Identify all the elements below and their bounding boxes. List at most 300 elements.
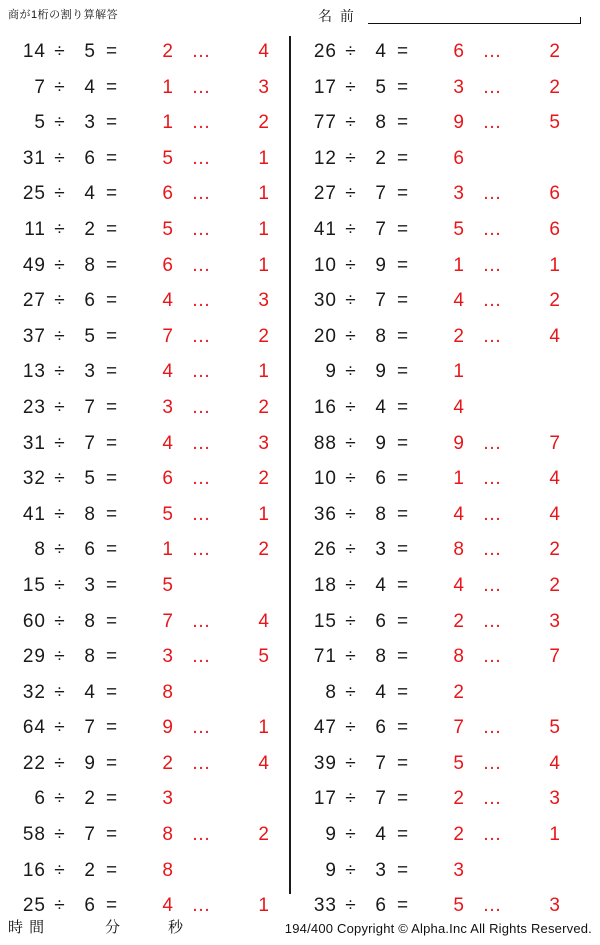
equals-icon: = bbox=[396, 183, 410, 205]
copyright-notice: 194/400 Copyright © Alpha.Inc All Rights Reserved. bbox=[284, 921, 592, 936]
name-label: 名 前 bbox=[318, 8, 356, 24]
remainder-dots-icon: … bbox=[191, 539, 211, 561]
dividend: 58 bbox=[22, 824, 46, 846]
dividend: 9 bbox=[325, 859, 337, 881]
equals-icon: = bbox=[396, 396, 410, 418]
quotient-answer: 8 bbox=[162, 859, 174, 881]
divide-icon: ÷ bbox=[54, 574, 66, 596]
divide-icon: ÷ bbox=[345, 112, 357, 134]
divide-icon: ÷ bbox=[345, 254, 357, 276]
dividend: 49 bbox=[22, 254, 46, 276]
equals-icon: = bbox=[105, 681, 119, 703]
dividend: 47 bbox=[313, 717, 337, 739]
remainder-answer: 1 bbox=[549, 824, 561, 846]
divisor: 7 bbox=[375, 218, 387, 240]
divisor: 5 bbox=[84, 468, 96, 490]
name-line-end-tick bbox=[580, 17, 581, 24]
quotient-answer: 5 bbox=[162, 503, 174, 525]
equals-icon: = bbox=[105, 539, 119, 561]
divisor: 6 bbox=[84, 147, 96, 169]
remainder-dots-icon: … bbox=[482, 610, 502, 632]
quotient-answer: 4 bbox=[453, 574, 465, 596]
problems-area bbox=[0, 34, 600, 917]
dividend: 27 bbox=[22, 290, 46, 312]
remainder-dots-icon: … bbox=[482, 290, 502, 312]
problem-row bbox=[0, 746, 289, 782]
remainder-answer: 7 bbox=[549, 646, 561, 668]
remainder-dots-icon: … bbox=[191, 503, 211, 525]
remainder-answer: 3 bbox=[549, 895, 561, 917]
equals-icon: = bbox=[396, 468, 410, 490]
divisor: 4 bbox=[375, 41, 387, 62]
quotient-answer: 2 bbox=[453, 325, 465, 347]
divide-icon: ÷ bbox=[54, 646, 66, 668]
divide-icon: ÷ bbox=[54, 112, 66, 134]
remainder-dots-icon: … bbox=[191, 824, 211, 846]
remainder-answer: 1 bbox=[258, 895, 270, 917]
problem-column-left bbox=[0, 34, 289, 917]
dividend: 14 bbox=[22, 41, 46, 62]
dividend: 30 bbox=[313, 290, 337, 312]
dividend: 11 bbox=[24, 218, 46, 240]
dividend: 23 bbox=[22, 396, 46, 418]
dividend: 15 bbox=[313, 610, 337, 632]
equals-icon: = bbox=[396, 290, 410, 312]
dividend: 10 bbox=[313, 254, 337, 276]
divide-icon: ÷ bbox=[345, 432, 357, 454]
remainder-dots-icon: … bbox=[482, 254, 502, 276]
equals-icon: = bbox=[396, 788, 410, 810]
equals-icon: = bbox=[105, 41, 119, 62]
remainder-dots-icon: … bbox=[191, 717, 211, 739]
divisor: 5 bbox=[84, 41, 96, 62]
remainder-answer: 4 bbox=[549, 503, 561, 525]
remainder-dots-icon: … bbox=[482, 432, 502, 454]
dividend: 13 bbox=[22, 361, 46, 383]
divide-icon: ÷ bbox=[345, 610, 357, 632]
remainder-dots-icon: … bbox=[482, 325, 502, 347]
dividend: 9 bbox=[325, 361, 337, 383]
divide-icon: ÷ bbox=[345, 468, 357, 490]
divide-icon: ÷ bbox=[54, 895, 66, 917]
divide-icon: ÷ bbox=[54, 325, 66, 347]
remainder-dots-icon: … bbox=[191, 646, 211, 668]
problem-row bbox=[0, 34, 289, 70]
remainder-dots-icon: … bbox=[482, 41, 502, 62]
equals-icon: = bbox=[105, 112, 119, 134]
problem-row bbox=[291, 34, 580, 70]
time-label: 時 間 bbox=[8, 919, 46, 936]
remainder-dots-icon: … bbox=[191, 361, 211, 383]
problem-row bbox=[0, 639, 289, 675]
quotient-answer: 4 bbox=[162, 361, 174, 383]
equals-icon: = bbox=[105, 824, 119, 846]
dividend: 29 bbox=[22, 646, 46, 668]
time-minutes-unit: 分 bbox=[105, 919, 121, 936]
equals-icon: = bbox=[396, 610, 410, 632]
quotient-answer: 3 bbox=[162, 396, 174, 418]
divisor: 8 bbox=[84, 254, 96, 276]
divisor: 2 bbox=[84, 859, 96, 881]
problem-row bbox=[291, 283, 580, 319]
dividend: 31 bbox=[22, 432, 46, 454]
remainder-answer: 7 bbox=[549, 432, 561, 454]
problem-row bbox=[0, 817, 289, 853]
problem-row bbox=[291, 70, 580, 106]
quotient-answer: 8 bbox=[453, 539, 465, 561]
divisor: 7 bbox=[375, 788, 387, 810]
quotient-answer: 4 bbox=[162, 895, 174, 917]
divisor: 2 bbox=[84, 788, 96, 810]
equals-icon: = bbox=[396, 76, 410, 98]
divisor: 4 bbox=[375, 396, 387, 418]
problem-row bbox=[291, 248, 580, 284]
equals-icon: = bbox=[396, 112, 410, 134]
divide-icon: ÷ bbox=[345, 183, 357, 205]
dividend: 64 bbox=[22, 717, 46, 739]
divide-icon: ÷ bbox=[345, 788, 357, 810]
problem-row bbox=[291, 497, 580, 533]
problem-row bbox=[0, 461, 289, 497]
remainder-dots-icon: … bbox=[191, 254, 211, 276]
divide-icon: ÷ bbox=[345, 681, 357, 703]
divide-icon: ÷ bbox=[345, 503, 357, 525]
remainder-answer: 1 bbox=[258, 717, 270, 739]
quotient-answer: 5 bbox=[453, 752, 465, 774]
quotient-answer: 6 bbox=[162, 254, 174, 276]
divisor: 8 bbox=[84, 503, 96, 525]
quotient-answer: 9 bbox=[162, 717, 174, 739]
remainder-dots-icon: … bbox=[482, 574, 502, 596]
remainder-answer: 4 bbox=[549, 325, 561, 347]
divisor: 7 bbox=[375, 183, 387, 205]
quotient-answer: 4 bbox=[453, 396, 465, 418]
divisor: 2 bbox=[84, 218, 96, 240]
dividend: 31 bbox=[22, 147, 46, 169]
remainder-answer: 3 bbox=[258, 290, 270, 312]
problem-row bbox=[291, 461, 580, 497]
divide-icon: ÷ bbox=[54, 859, 66, 881]
quotient-answer: 1 bbox=[453, 254, 465, 276]
quotient-answer: 5 bbox=[453, 218, 465, 240]
problem-row bbox=[0, 781, 289, 817]
remainder-answer: 1 bbox=[258, 183, 270, 205]
equals-icon: = bbox=[396, 717, 410, 739]
problem-row bbox=[291, 604, 580, 640]
divide-icon: ÷ bbox=[345, 574, 357, 596]
remainder-dots-icon: … bbox=[482, 539, 502, 561]
problem-row bbox=[291, 675, 580, 711]
remainder-answer: 4 bbox=[258, 752, 270, 774]
dividend: 32 bbox=[22, 468, 46, 490]
divide-icon: ÷ bbox=[345, 41, 357, 62]
remainder-answer: 3 bbox=[549, 610, 561, 632]
dividend: 18 bbox=[313, 574, 337, 596]
divide-icon: ÷ bbox=[54, 254, 66, 276]
divide-icon: ÷ bbox=[345, 76, 357, 98]
remainder-answer: 2 bbox=[549, 574, 561, 596]
remainder-dots-icon: … bbox=[191, 76, 211, 98]
divide-icon: ÷ bbox=[54, 610, 66, 632]
divisor: 3 bbox=[84, 361, 96, 383]
page-title: 商が1桁の割り算解答 bbox=[8, 9, 119, 21]
equals-icon: = bbox=[396, 539, 410, 561]
divide-icon: ÷ bbox=[54, 147, 66, 169]
divisor: 7 bbox=[375, 752, 387, 774]
divide-icon: ÷ bbox=[345, 895, 357, 917]
equals-icon: = bbox=[105, 432, 119, 454]
divide-icon: ÷ bbox=[345, 859, 357, 881]
divisor: 9 bbox=[84, 752, 96, 774]
divide-icon: ÷ bbox=[54, 290, 66, 312]
quotient-answer: 2 bbox=[453, 610, 465, 632]
remainder-dots-icon: … bbox=[191, 396, 211, 418]
dividend: 60 bbox=[22, 610, 46, 632]
dividend: 71 bbox=[313, 646, 337, 668]
remainder-answer: 1 bbox=[258, 503, 270, 525]
problem-row bbox=[0, 141, 289, 177]
quotient-answer: 3 bbox=[162, 788, 174, 810]
divide-icon: ÷ bbox=[345, 361, 357, 383]
quotient-answer: 4 bbox=[453, 503, 465, 525]
equals-icon: = bbox=[396, 218, 410, 240]
divisor: 3 bbox=[375, 859, 387, 881]
remainder-answer: 1 bbox=[258, 218, 270, 240]
quotient-answer: 3 bbox=[453, 859, 465, 881]
divisor: 9 bbox=[375, 361, 387, 383]
equals-icon: = bbox=[105, 147, 119, 169]
equals-icon: = bbox=[105, 646, 119, 668]
problem-row bbox=[291, 426, 580, 462]
divide-icon: ÷ bbox=[54, 432, 66, 454]
divisor: 8 bbox=[375, 503, 387, 525]
problem-row bbox=[0, 853, 289, 889]
equals-icon: = bbox=[396, 824, 410, 846]
dividend: 15 bbox=[22, 574, 46, 596]
remainder-dots-icon: … bbox=[482, 788, 502, 810]
remainder-dots-icon: … bbox=[482, 468, 502, 490]
divisor: 6 bbox=[375, 610, 387, 632]
remainder-answer: 2 bbox=[549, 41, 561, 62]
remainder-dots-icon: … bbox=[482, 503, 502, 525]
dividend: 25 bbox=[22, 183, 46, 205]
quotient-answer: 9 bbox=[453, 112, 465, 134]
dividend: 39 bbox=[313, 752, 337, 774]
name-write-line bbox=[368, 23, 581, 24]
divide-icon: ÷ bbox=[345, 218, 357, 240]
divide-icon: ÷ bbox=[345, 290, 357, 312]
divide-icon: ÷ bbox=[345, 824, 357, 846]
quotient-answer: 6 bbox=[162, 468, 174, 490]
divisor: 3 bbox=[375, 539, 387, 561]
divide-icon: ÷ bbox=[54, 681, 66, 703]
problem-row bbox=[0, 283, 289, 319]
problem-row bbox=[0, 354, 289, 390]
problem-row bbox=[291, 568, 580, 604]
dividend: 25 bbox=[22, 895, 46, 917]
quotient-answer: 4 bbox=[453, 290, 465, 312]
equals-icon: = bbox=[396, 147, 410, 169]
page-footer bbox=[0, 905, 600, 945]
equals-icon: = bbox=[396, 859, 410, 881]
divisor: 6 bbox=[84, 290, 96, 312]
quotient-answer: 9 bbox=[453, 432, 465, 454]
dividend: 77 bbox=[313, 112, 337, 134]
divide-icon: ÷ bbox=[345, 646, 357, 668]
divide-icon: ÷ bbox=[345, 539, 357, 561]
divide-icon: ÷ bbox=[345, 752, 357, 774]
dividend: 27 bbox=[313, 183, 337, 205]
remainder-answer: 4 bbox=[549, 468, 561, 490]
equals-icon: = bbox=[105, 254, 119, 276]
remainder-dots-icon: … bbox=[482, 717, 502, 739]
remainder-answer: 1 bbox=[549, 254, 561, 276]
problem-row bbox=[291, 710, 580, 746]
quotient-answer: 2 bbox=[162, 752, 174, 774]
remainder-answer: 2 bbox=[549, 290, 561, 312]
remainder-answer: 4 bbox=[549, 752, 561, 774]
dividend: 10 bbox=[313, 468, 337, 490]
remainder-dots-icon: … bbox=[191, 610, 211, 632]
dividend: 12 bbox=[313, 147, 337, 169]
quotient-answer: 1 bbox=[453, 468, 465, 490]
equals-icon: = bbox=[105, 859, 119, 881]
divide-icon: ÷ bbox=[345, 147, 357, 169]
remainder-dots-icon: … bbox=[191, 752, 211, 774]
quotient-answer: 7 bbox=[162, 610, 174, 632]
equals-icon: = bbox=[105, 752, 119, 774]
remainder-answer: 2 bbox=[258, 824, 270, 846]
dividend: 32 bbox=[22, 681, 46, 703]
problem-row bbox=[0, 675, 289, 711]
remainder-dots-icon: … bbox=[191, 290, 211, 312]
remainder-dots-icon: … bbox=[191, 325, 211, 347]
equals-icon: = bbox=[105, 610, 119, 632]
divide-icon: ÷ bbox=[54, 361, 66, 383]
divisor: 6 bbox=[84, 895, 96, 917]
equals-icon: = bbox=[396, 361, 410, 383]
quotient-answer: 4 bbox=[162, 290, 174, 312]
problem-row bbox=[0, 248, 289, 284]
remainder-dots-icon: … bbox=[191, 112, 211, 134]
divide-icon: ÷ bbox=[54, 539, 66, 561]
remainder-answer: 4 bbox=[258, 41, 270, 62]
quotient-answer: 5 bbox=[162, 147, 174, 169]
divisor: 7 bbox=[84, 717, 96, 739]
quotient-answer: 6 bbox=[453, 41, 465, 62]
divisor: 8 bbox=[84, 610, 96, 632]
quotient-answer: 2 bbox=[453, 681, 465, 703]
equals-icon: = bbox=[105, 183, 119, 205]
quotient-answer: 2 bbox=[453, 788, 465, 810]
remainder-answer: 2 bbox=[258, 325, 270, 347]
dividend: 26 bbox=[313, 539, 337, 561]
equals-icon: = bbox=[105, 325, 119, 347]
quotient-answer: 7 bbox=[162, 325, 174, 347]
dividend: 17 bbox=[313, 76, 337, 98]
problem-row bbox=[291, 532, 580, 568]
problem-column-right bbox=[291, 34, 580, 917]
equals-icon: = bbox=[396, 752, 410, 774]
divisor: 2 bbox=[375, 147, 387, 169]
equals-icon: = bbox=[105, 468, 119, 490]
remainder-answer: 2 bbox=[258, 468, 270, 490]
quotient-answer: 4 bbox=[162, 432, 174, 454]
remainder-dots-icon: … bbox=[191, 895, 211, 917]
remainder-dots-icon: … bbox=[482, 218, 502, 240]
divide-icon: ÷ bbox=[54, 396, 66, 418]
equals-icon: = bbox=[105, 788, 119, 810]
remainder-dots-icon: … bbox=[482, 76, 502, 98]
divide-icon: ÷ bbox=[345, 396, 357, 418]
remainder-answer: 2 bbox=[549, 539, 561, 561]
dividend: 5 bbox=[34, 112, 46, 134]
quotient-answer: 3 bbox=[453, 76, 465, 98]
problem-row bbox=[0, 710, 289, 746]
divisor: 8 bbox=[375, 325, 387, 347]
problem-row bbox=[0, 604, 289, 640]
dividend: 6 bbox=[34, 788, 46, 810]
dividend: 8 bbox=[34, 539, 46, 561]
remainder-dots-icon: … bbox=[191, 41, 211, 62]
divisor: 8 bbox=[375, 646, 387, 668]
divisor: 5 bbox=[375, 76, 387, 98]
problem-row bbox=[0, 497, 289, 533]
equals-icon: = bbox=[396, 41, 410, 62]
divisor: 6 bbox=[84, 539, 96, 561]
dividend: 20 bbox=[313, 325, 337, 347]
dividend: 16 bbox=[313, 396, 337, 418]
quotient-answer: 8 bbox=[162, 824, 174, 846]
problem-row bbox=[0, 390, 289, 426]
remainder-dots-icon: … bbox=[191, 183, 211, 205]
problem-row bbox=[0, 568, 289, 604]
equals-icon: = bbox=[105, 76, 119, 98]
quotient-answer: 5 bbox=[162, 218, 174, 240]
divide-icon: ÷ bbox=[345, 717, 357, 739]
dividend: 8 bbox=[325, 681, 337, 703]
quotient-answer: 7 bbox=[453, 717, 465, 739]
problem-row bbox=[291, 746, 580, 782]
problem-row bbox=[291, 319, 580, 355]
dividend: 17 bbox=[313, 788, 337, 810]
problem-row bbox=[291, 639, 580, 675]
problem-row bbox=[0, 105, 289, 141]
dividend: 9 bbox=[325, 824, 337, 846]
remainder-dots-icon: … bbox=[482, 646, 502, 668]
equals-icon: = bbox=[396, 325, 410, 347]
problem-row bbox=[291, 141, 580, 177]
equals-icon: = bbox=[396, 574, 410, 596]
divide-icon: ÷ bbox=[345, 325, 357, 347]
equals-icon: = bbox=[105, 218, 119, 240]
divisor: 4 bbox=[375, 824, 387, 846]
divisor: 6 bbox=[375, 895, 387, 917]
quotient-answer: 1 bbox=[162, 112, 174, 134]
problem-row bbox=[291, 354, 580, 390]
quotient-answer: 6 bbox=[453, 147, 465, 169]
divide-icon: ÷ bbox=[54, 752, 66, 774]
problem-row bbox=[291, 176, 580, 212]
divisor: 9 bbox=[375, 254, 387, 276]
problem-row bbox=[0, 426, 289, 462]
remainder-answer: 2 bbox=[258, 112, 270, 134]
divisor: 9 bbox=[375, 432, 387, 454]
quotient-answer: 2 bbox=[162, 41, 174, 62]
divisor: 4 bbox=[375, 681, 387, 703]
divide-icon: ÷ bbox=[54, 717, 66, 739]
equals-icon: = bbox=[105, 396, 119, 418]
